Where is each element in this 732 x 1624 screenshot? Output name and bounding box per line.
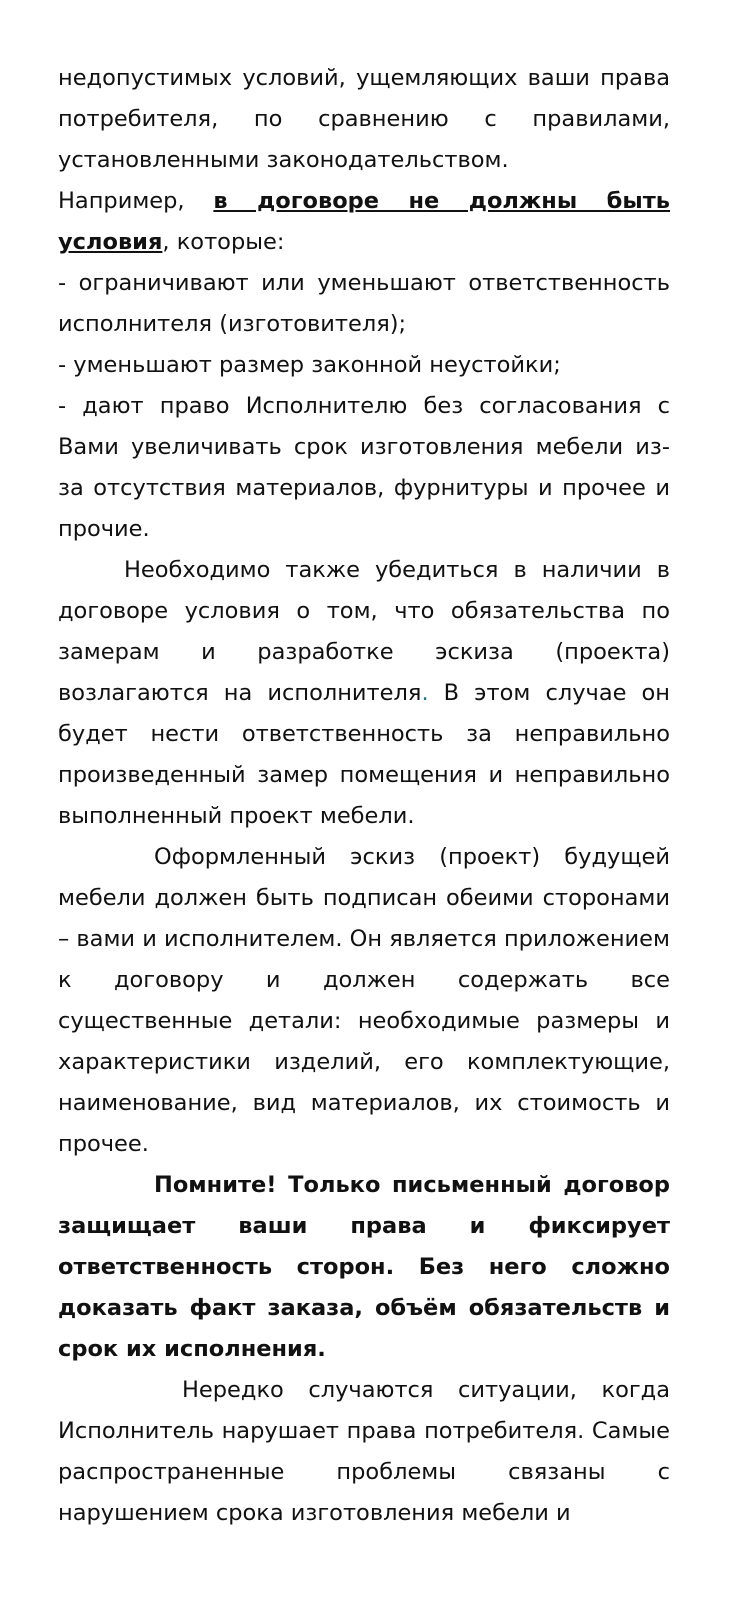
list-item: - уменьшают размер законной неустойки;: [58, 352, 561, 378]
example-prefix: Например,: [58, 188, 214, 214]
measurements-dot: .: [421, 680, 429, 706]
document-page: [58, 58, 670, 1534]
paragraph-sketch: Оформленный эскиз (проект) будущей мебели должен быть подписан обеими сторонами – вами и исполнителем. Он является приложением к договору и должен содержать все существенные детали: необходимые размеры и характеристики изделий, его комплектующие, наименование, вид материалов, их стоимость и прочее.: [58, 844, 670, 1157]
paragraph-remember: Помните! Только письменный договор защищает ваши права и фиксирует ответственность сторон. Без него сложно доказать факт заказа, объём обязательств и срок их исполнения.: [58, 1172, 670, 1362]
paragraph-measurements: [58, 550, 670, 837]
measurements-text-a: Необходимо также убедиться в наличии в договоре условия о том, что обязательства по замерам и разработке эскиза (проекта) возлагаются на исполнителя: [58, 557, 670, 706]
example-emphasis: в договоре не должны быть условия: [58, 188, 671, 255]
list-item: - дают право Исполнителю без согласования с Вами увеличивать срок изготовления мебели из-за отсутствия материалов, фурнитуры и прочее и прочие.: [58, 393, 670, 542]
paragraph-unacceptable-conditions: недопустимых условий, ущемляющих ваши права потребителя, по сравнению с правилами, установленными законодательством.: [58, 65, 670, 173]
example-suffix: , которые:: [162, 229, 285, 255]
measurements-text-b: В этом случае он будет нести ответственность за неправильно произведенный замер помещения и неправильно выполненный проект мебели.: [58, 680, 670, 829]
list-item: - ограничивают или уменьшают ответственность исполнителя (изготовителя);: [58, 270, 670, 337]
paragraph-example: [58, 181, 670, 263]
paragraph-violations: Нередко случаются ситуации, когда Исполнитель нарушает права потребителя. Самые распространенные проблемы связаны с нарушением срока изготовления мебели и: [58, 1377, 670, 1526]
